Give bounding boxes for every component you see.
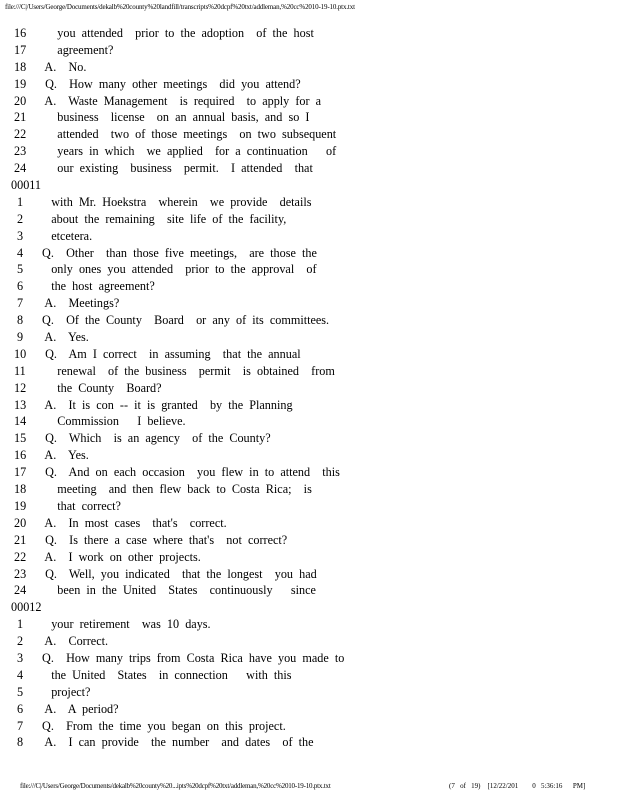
line-number: 11 (14, 363, 26, 378)
line-text: meeting and then flew back to Costa Rica; is (39, 482, 312, 497)
line-number: 21 (14, 110, 27, 125)
line-text: A. Correct. (39, 634, 109, 649)
line-number: 12 (14, 380, 27, 395)
transcript-line (0, 498, 618, 515)
line-number: 7 (17, 718, 24, 733)
line-text: Q. How many trips from Costa Rica have you made to (39, 650, 345, 665)
line-number: 22 (14, 127, 27, 142)
line-number: 19 (14, 76, 27, 91)
page-info-footer: (7 of 19) [12/22/201 0 5:36:16 PM] (449, 782, 586, 790)
transcript-line (0, 211, 618, 228)
transcript-line (0, 245, 618, 262)
line-number: 18 (14, 482, 27, 497)
line-number: 6 (17, 701, 24, 716)
line-text: Q. Well, you indicated that the longest you had (39, 566, 317, 581)
line-number: 17 (14, 465, 27, 480)
line-text: you attended prior to the adoption of the host (39, 26, 314, 40)
transcript-line (0, 278, 618, 295)
line-text: Q. And on each occasion you flew in to attend this (39, 465, 340, 480)
transcript-line (0, 194, 618, 211)
transcript-line (0, 464, 618, 481)
line-text: with Mr. Hoekstra wherein we provide details (39, 194, 312, 209)
transcript-line (0, 59, 618, 76)
line-text: that correct? (39, 498, 121, 513)
line-text: A. A period? (39, 701, 119, 716)
transcript-line (0, 261, 618, 278)
transcript-line (0, 701, 618, 718)
line-number: 4 (17, 245, 24, 260)
line-number: 10 (14, 346, 27, 361)
transcript-line (0, 582, 618, 599)
transcript-line (0, 93, 618, 110)
line-text: renewal of the business permit is obtained from (39, 363, 335, 378)
line-text: Q. From the time you began on this project. (39, 718, 286, 733)
file-path-header: file:///C|/Users/George/Documents/dekalb%20county%20landfill/transcripts%20dcpf%20txt/addleman,%20cc%2010-19-10.ptx.txt (5, 3, 355, 11)
line-text: our existing business permit. I attended that (39, 161, 313, 176)
transcript-line (0, 566, 618, 583)
page-number: 00012 (11, 600, 42, 615)
transcript-line (0, 616, 618, 633)
transcript-line (0, 447, 618, 464)
line-text: A. It is con -- it is granted by the Planning (39, 397, 293, 412)
transcript-line (0, 329, 618, 346)
transcript-line (0, 515, 618, 532)
line-text: years in which we applied for a continuation of (39, 144, 337, 159)
line-text: only ones you attended prior to the approval of (39, 262, 317, 277)
line-number: 5 (17, 684, 24, 699)
line-number: 17 (14, 42, 27, 57)
transcript-line (0, 295, 618, 312)
line-text: A. Waste Management is required to apply for a (39, 93, 322, 108)
line-number: 6 (17, 279, 24, 294)
line-text: Q. Which is an agency of the County? (39, 431, 271, 446)
line-number: 7 (17, 296, 24, 311)
line-number: 3 (17, 228, 24, 243)
line-number: 1 (17, 194, 24, 209)
transcript-line (0, 549, 618, 566)
line-number: 24 (14, 583, 27, 598)
line-text: A. Yes. (39, 448, 89, 463)
line-text: A. No. (39, 59, 87, 74)
line-text: your retirement was 10 days. (39, 617, 211, 632)
line-number: 2 (17, 634, 24, 649)
line-number: 18 (14, 59, 27, 74)
line-number: 20 (14, 515, 27, 530)
transcript-line (0, 667, 618, 684)
transcript-line (0, 430, 618, 447)
line-number: 2 (17, 211, 24, 226)
transcript-line (0, 143, 618, 160)
line-text: Q. Is there a case where that's not correct? (39, 532, 288, 547)
line-text: A. Meetings? (39, 296, 120, 311)
line-number: 8 (17, 735, 24, 750)
line-number: 13 (14, 397, 27, 412)
transcript-line (0, 684, 618, 701)
transcript-line (0, 481, 618, 498)
line-number: 24 (14, 161, 27, 176)
page-marker (0, 177, 618, 194)
line-number: 22 (14, 549, 27, 564)
line-number: 21 (14, 532, 27, 547)
transcript-line (0, 650, 618, 667)
line-number: 23 (14, 144, 27, 159)
line-text: Q. Am I correct in assuming that the annual (39, 346, 301, 361)
page-marker (0, 599, 618, 616)
line-text: A. In most cases that's correct. (39, 515, 227, 530)
transcript-line (0, 734, 618, 751)
line-number: 9 (17, 330, 24, 345)
line-text: been in the United States continuously since (39, 583, 316, 598)
line-number: 16 (14, 26, 27, 40)
line-text: Q. How many other meetings did you attend? (39, 76, 301, 91)
line-text: project? (39, 684, 91, 699)
line-number: 16 (14, 448, 27, 463)
transcript-line (0, 312, 618, 329)
transcript-line (0, 718, 618, 735)
transcript-line (0, 346, 618, 363)
transcript-body (0, 25, 618, 751)
line-number: 3 (17, 650, 24, 665)
line-text: the County Board? (39, 380, 162, 395)
line-number: 4 (17, 667, 24, 682)
line-number: 1 (17, 617, 24, 632)
transcript-line (0, 109, 618, 126)
transcript-line (0, 76, 618, 93)
line-text: A. I work on other projects. (39, 549, 201, 564)
page-number: 00011 (11, 178, 42, 193)
line-number: 14 (14, 414, 27, 429)
transcript-line (0, 532, 618, 549)
line-number: 8 (17, 313, 24, 328)
transcript-line (0, 160, 618, 177)
line-text: attended two of those meetings on two subsequent (39, 127, 337, 142)
transcript-line (0, 228, 618, 245)
line-number: 20 (14, 93, 27, 108)
line-text: Q. Of the County Board or any of its committees. (39, 313, 330, 328)
transcript-line (0, 25, 618, 42)
transcript-line (0, 633, 618, 650)
transcript-line (0, 380, 618, 397)
line-number: 5 (17, 262, 24, 277)
line-number: 15 (14, 431, 27, 446)
line-text: etcetera. (39, 228, 93, 243)
line-text: business license on an annual basis, and so I (39, 110, 310, 125)
transcript-line (0, 413, 618, 430)
transcript-line (0, 126, 618, 143)
line-text: Q. Other than those five meetings, are those the (39, 245, 317, 260)
line-text: about the remaining site life of the facility, (39, 211, 287, 226)
line-text: agreement? (39, 42, 114, 57)
line-number: 23 (14, 566, 27, 581)
line-text: A. Yes. (39, 330, 89, 345)
line-text: Commission I believe. (39, 414, 186, 429)
line-text: the United States in connection with this (39, 667, 292, 682)
transcript-line (0, 397, 618, 414)
transcript-line (0, 42, 618, 59)
transcript-line (0, 363, 618, 380)
line-text: A. I can provide the number and dates of the (39, 735, 314, 750)
line-number: 19 (14, 498, 27, 513)
line-text: the host agreement? (39, 279, 155, 294)
file-path-footer: file:///C|/Users/George/Documents/dekalb%20county%20...ipts%20dcpf%20txt/addleman,%20cc%2010-19-10.ptx.txt (20, 782, 331, 790)
